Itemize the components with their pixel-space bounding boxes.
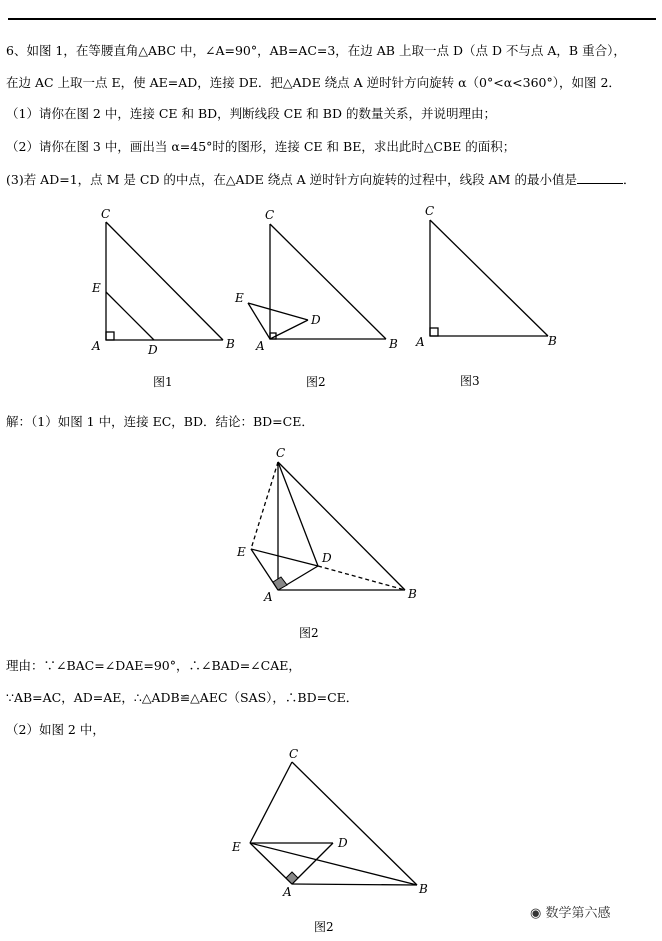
figA-label-e: E [237, 545, 246, 559]
figA-label-c: C [276, 446, 286, 460]
fig3-label-b: B [548, 334, 557, 348]
figB-label-b: B [419, 882, 428, 896]
figB-caption: 图2 [314, 920, 334, 934]
figA-label-d: D [322, 551, 332, 565]
figB-label-c: C [289, 747, 299, 761]
fig2-label-e: E [235, 291, 244, 305]
fig2-label-b: B [389, 337, 398, 351]
fig3-label-c: C [425, 204, 435, 218]
solution-part-2: （2）如图 2 中， [6, 722, 105, 737]
reason-line-1: 理由：∵∠BAC=∠DAE=90°，∴∠BAD=∠CAE， [6, 658, 301, 673]
question-3-end: ． [622, 172, 636, 187]
fig1-caption: 图1 [153, 375, 173, 389]
question-2: （2）请你在图 3 中，画出当 α=45°时的图形，连接 CE 和 BE，求出此时△CBE 的面积； [6, 139, 516, 154]
solution-part-1: 解：（1）如图 1 中，连接 EC，BD．结论：BD=CE． [6, 414, 314, 429]
figA-label-b: B [408, 587, 417, 601]
fig2-caption: 图2 [306, 375, 326, 389]
fig1-label-d: D [148, 343, 158, 357]
watermark [530, 902, 611, 921]
fig1-label-e: E [92, 281, 101, 295]
figB-label-e: E [232, 840, 241, 854]
wechat-icon: ◉ [530, 906, 542, 921]
question-1: （1）请你在图 2 中，连接 CE 和 BD，判断线段 CE 和 BD 的数量关系，并说明理由； [6, 106, 496, 121]
figA-caption: 图2 [299, 626, 319, 640]
fig2-label-a: A [256, 339, 265, 353]
fig1-label-a: A [92, 339, 101, 353]
fig1-label-c: C [101, 207, 111, 221]
reason-line-2: ∵AB=AC，AD=AE，∴△ADB≌△AEC（SAS），∴BD=CE． [6, 690, 359, 705]
fig1-label-b: B [226, 337, 235, 351]
fig2-label-c: C [265, 208, 275, 222]
problem-line-1: 6、如图 1，在等腰直角△ABC 中，∠A=90°，AB=AC=3，在边 AB 上取一点 D（点 D 不与点 A，B 重合）， [6, 43, 626, 58]
problem-line-2: 在边 AC 上取一点 E，使 AE=AD，连接 DE．把△ADE 绕点 A 逆时针方向旋转 α（0°<α<360°），如图 2． [6, 75, 621, 90]
figB-label-a: A [283, 885, 292, 899]
fig3-label-a: A [416, 335, 425, 349]
figA-label-a: A [264, 590, 273, 604]
fig2-label-d: D [311, 313, 321, 327]
figB-label-d: D [338, 836, 348, 850]
question-3-text: (3)若 AD=1，点 M 是 CD 的中点，在△ADE 绕点 A 逆时针方向旋转的过程中，线段 AM 的最小值是 [6, 172, 577, 187]
watermark-text: 数学第六感 [545, 906, 611, 921]
fig3-caption: 图3 [460, 374, 480, 388]
